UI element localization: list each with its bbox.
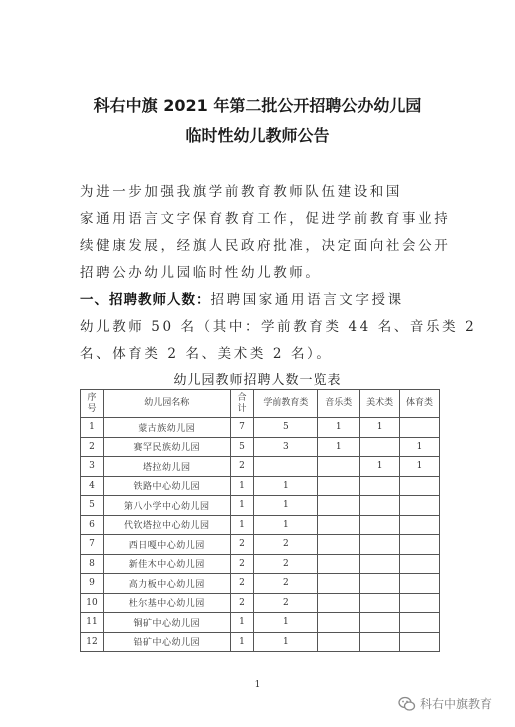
cell-preschool: 2 — [254, 593, 318, 613]
cell-preschool: 1 — [254, 613, 318, 633]
section-1-line-1-text: 招聘国家通用语言文字授课 — [210, 292, 404, 308]
cell-pe — [400, 574, 440, 594]
cell-kindergarten-name: 蒙古族幼儿园 — [103, 418, 230, 438]
cell-art: 1 — [360, 457, 400, 477]
cell-art — [360, 476, 400, 496]
cell-total: 1 — [230, 476, 254, 496]
section-1-line-3: 名、体育类 2 名、美术类 2 名）。 — [80, 346, 333, 362]
cell-art — [360, 437, 400, 457]
table-row — [81, 496, 440, 516]
cell-music — [318, 554, 360, 574]
table-row — [81, 535, 440, 555]
cell-kindergarten-name: 塔拉幼儿园 — [103, 457, 230, 477]
hiring-table — [80, 389, 440, 652]
cell-preschool: 2 — [254, 554, 318, 574]
header-kindergarten-name: 幼儿园名称 — [103, 390, 230, 418]
cell-art — [360, 515, 400, 535]
watermark-text: 科右中旗教育 — [420, 697, 493, 711]
cell-music: 1 — [318, 437, 360, 457]
cell-pe — [400, 476, 440, 496]
cell-kindergarten-name: 新佳木中心幼儿园 — [103, 554, 230, 574]
section-1-heading: 一、招聘教师人数： — [80, 292, 211, 308]
cell-kindergarten-name: 高力板中心幼儿园 — [103, 574, 230, 594]
table-row — [81, 554, 440, 574]
cell-kindergarten-name: 西日嘎中心幼儿园 — [103, 535, 230, 555]
cell-total: 2 — [230, 535, 254, 555]
cell-pe — [400, 613, 440, 633]
cell-kindergarten-name: 赛罕民族幼儿园 — [103, 437, 230, 457]
cell-kindergarten-name: 代钦塔拉中心幼儿园 — [103, 515, 230, 535]
cell-seq: 5 — [81, 496, 104, 516]
cell-kindergarten-name: 第八小学中心幼儿园 — [103, 496, 230, 516]
cell-seq: 4 — [81, 476, 104, 496]
cell-total: 2 — [230, 554, 254, 574]
cell-pe — [400, 515, 440, 535]
cell-total: 5 — [230, 437, 254, 457]
table-header-row — [81, 390, 440, 418]
cell-music — [318, 632, 360, 652]
cell-preschool: 5 — [254, 418, 318, 438]
cell-seq: 10 — [81, 593, 104, 613]
cell-preschool: 1 — [254, 476, 318, 496]
cell-art — [360, 613, 400, 633]
cell-music — [318, 535, 360, 555]
cell-preschool: 3 — [254, 437, 318, 457]
cell-art — [360, 554, 400, 574]
header-art: 美术类 — [360, 390, 400, 418]
cell-music: 1 — [318, 418, 360, 438]
cell-art — [360, 593, 400, 613]
cell-music — [318, 574, 360, 594]
cell-music — [318, 457, 360, 477]
cell-art — [360, 535, 400, 555]
header-pe: 体育类 — [400, 390, 440, 418]
cell-total: 1 — [230, 515, 254, 535]
cell-art: 1 — [360, 418, 400, 438]
cell-pe — [400, 496, 440, 516]
cell-seq: 1 — [81, 418, 104, 438]
cell-pe: 1 — [400, 437, 440, 457]
cell-pe — [400, 418, 440, 438]
table-row — [81, 613, 440, 633]
cell-total: 1 — [230, 613, 254, 633]
cell-kindergarten-name: 杜尔基中心幼儿园 — [103, 593, 230, 613]
cell-seq: 12 — [81, 632, 104, 652]
header-seq: 序 号 — [81, 390, 104, 418]
table-row — [81, 418, 440, 438]
page-number: 1 — [254, 680, 261, 690]
cell-preschool: 1 — [254, 515, 318, 535]
cell-total: 2 — [230, 457, 254, 477]
cell-music — [318, 593, 360, 613]
cell-total: 1 — [230, 496, 254, 516]
cell-seq: 2 — [81, 437, 104, 457]
header-music: 音乐类 — [318, 390, 360, 418]
cell-art — [360, 496, 400, 516]
announcement-title-line-1: 科右中旗 2021 年第二批公开招聘公办幼儿园 — [93, 96, 422, 115]
cell-art — [360, 574, 400, 594]
table-row — [81, 574, 440, 594]
cell-preschool: 1 — [254, 496, 318, 516]
intro-line-1: 为进一步加强我旗学前教育教师队伍建设和国 — [80, 184, 402, 200]
cell-pe — [400, 632, 440, 652]
cell-pe — [400, 554, 440, 574]
intro-line-2: 家通用语言文字保育教育工作，促进学前教育事业持 — [80, 211, 451, 227]
wechat-official-account-icon — [398, 696, 416, 712]
table-row — [81, 457, 440, 477]
watermark — [398, 695, 492, 712]
cell-preschool: 2 — [254, 535, 318, 555]
table-title: 幼儿园教师招聘人数一览表 — [173, 373, 342, 388]
cell-preschool: 1 — [254, 632, 318, 652]
cell-total: 7 — [230, 418, 254, 438]
header-total: 合 计 — [230, 390, 254, 418]
cell-total: 1 — [230, 632, 254, 652]
cell-seq: 7 — [81, 535, 104, 555]
section-1-line-2: 幼儿教师 50 名（其中：学前教育类 44 名、音乐类 2 — [80, 319, 477, 335]
cell-seq: 6 — [81, 515, 104, 535]
cell-pe — [400, 535, 440, 555]
cell-music — [318, 613, 360, 633]
table-row — [81, 476, 440, 496]
announcement-title-line-2: 临时性幼儿教师公告 — [185, 126, 330, 145]
cell-music — [318, 515, 360, 535]
cell-music — [318, 496, 360, 516]
cell-seq: 9 — [81, 574, 104, 594]
cell-seq: 8 — [81, 554, 104, 574]
cell-kindergarten-name: 铜矿中心幼儿园 — [103, 613, 230, 633]
cell-pe: 1 — [400, 457, 440, 477]
cell-kindergarten-name: 铅矿中心幼儿园 — [103, 632, 230, 652]
table-row — [81, 593, 440, 613]
cell-seq: 11 — [81, 613, 104, 633]
cell-total: 2 — [230, 574, 254, 594]
cell-preschool — [254, 457, 318, 477]
intro-line-3: 续健康发展，经旗人民政府批准，决定面向社会公开 — [80, 238, 451, 254]
cell-seq: 3 — [81, 457, 104, 477]
table-row — [81, 437, 440, 457]
cell-kindergarten-name: 铁路中心幼儿园 — [103, 476, 230, 496]
section-1-line-1 — [80, 288, 440, 308]
cell-preschool: 2 — [254, 574, 318, 594]
intro-line-4: 招聘公办幼儿园临时性幼儿教师。 — [80, 265, 322, 281]
table-row — [81, 632, 440, 652]
cell-pe — [400, 593, 440, 613]
cell-music — [318, 476, 360, 496]
table-row — [81, 515, 440, 535]
header-preschool: 学前教育类 — [254, 390, 318, 418]
cell-art — [360, 632, 400, 652]
cell-total: 2 — [230, 593, 254, 613]
